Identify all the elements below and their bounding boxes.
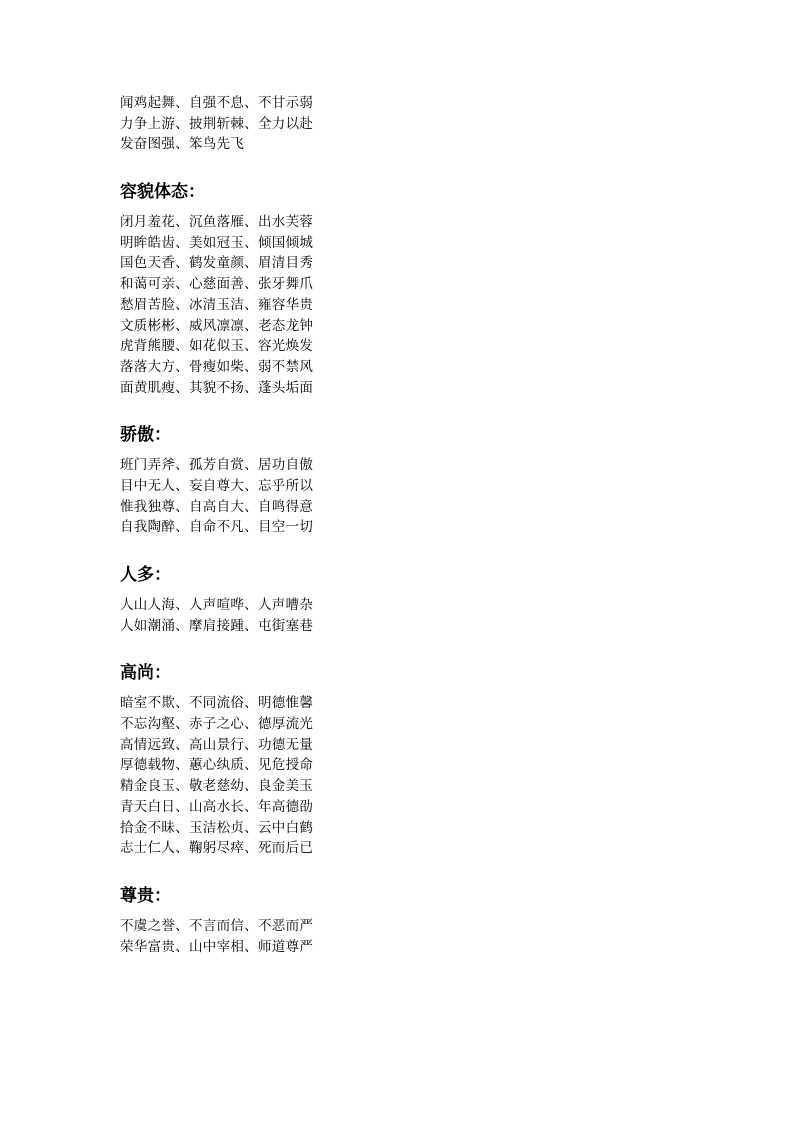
text-line: 落落大方、骨瘦如柴、弱不禁风 [120, 358, 314, 375]
text-line: 荣华富贵、山中宰相、师道尊严 [120, 938, 314, 955]
text-line: 明眸皓齿、美如冠玉、倾国倾城 [120, 234, 314, 251]
text-line: 文质彬彬、威风凛凛、老态龙钟 [120, 317, 314, 334]
text-line: 拾金不昧、玉洁松贞、云中白鹤 [120, 819, 314, 836]
text-line: 厚德载物、蕙心纨质、见危授命 [120, 757, 314, 774]
text-line: 班门弄斧、孤芳自赏、居功自傲 [120, 457, 314, 474]
text-line: 和蔼可亲、心慈面善、张牙舞爪 [120, 276, 314, 293]
text-line: 国色天香、鹤发童颜、眉清目秀 [120, 255, 314, 272]
text-line: 暗室不欺、不同流俗、明德惟馨 [120, 695, 314, 712]
section-lines [120, 455, 340, 538]
text-line: 闻鸡起舞、自强不息、不甘示弱 [120, 95, 314, 111]
text-line: 虎背熊腰、如花似玉、容光焕发 [120, 338, 314, 355]
text-line: 精金良玉、敬老慈幼、良金美玉 [120, 778, 314, 795]
text-line: 惟我独尊、自高自大、自鸣得意 [120, 498, 314, 515]
section-heading: 容貌体态： [120, 182, 205, 203]
section-heading: 高尚： [120, 663, 171, 684]
text-line: 发奋图强、笨鸟先飞 [120, 136, 245, 153]
section-honor [120, 884, 340, 957]
text-line: 力争上游、披荆斩棘、全力以赴 [120, 115, 314, 132]
section-lines [120, 693, 340, 859]
section-heading: 尊贵： [120, 885, 171, 906]
text-line: 高情远致、高山景行、功德无量 [120, 736, 314, 753]
text-line: 面黄肌瘦、其貌不扬、蓬头垢面 [120, 379, 314, 396]
section-crowds [120, 563, 340, 636]
section-lines [120, 595, 340, 636]
text-line: 目中无人、妄自尊大、忘乎所以 [120, 477, 314, 494]
document-page [120, 93, 340, 957]
text-line: 青天白日、山高水长、年高德劭 [120, 798, 314, 815]
text-line: 不虞之誉、不言而信、不恶而严 [120, 917, 314, 934]
section-heading: 人多： [120, 565, 171, 585]
text-line: 自我陶醉、自命不凡、目空一切 [120, 519, 314, 536]
text-line: 闭月羞花、沉鱼落雁、出水芙蓉 [120, 214, 314, 231]
section-heading: 骄傲： [120, 425, 171, 446]
text-line: 志士仁人、鞠躬尽瘁、死而后已 [120, 840, 314, 857]
text-line: 人如潮涌、摩肩接踵、屯街塞巷 [120, 617, 314, 634]
section-lines [120, 212, 340, 398]
section-noble [120, 661, 340, 859]
section-appearance [120, 180, 340, 398]
section-lines [120, 916, 340, 957]
text-line: 不忘沟壑、赤子之心、德厚流光 [120, 716, 314, 733]
text-line: 人山人海、人声喧哗、人声嘈杂 [120, 597, 314, 613]
intro-lines [120, 93, 340, 155]
text-line: 愁眉苦脸、冰清玉洁、雍容华贵 [120, 296, 314, 313]
section-arrogance [120, 423, 340, 538]
